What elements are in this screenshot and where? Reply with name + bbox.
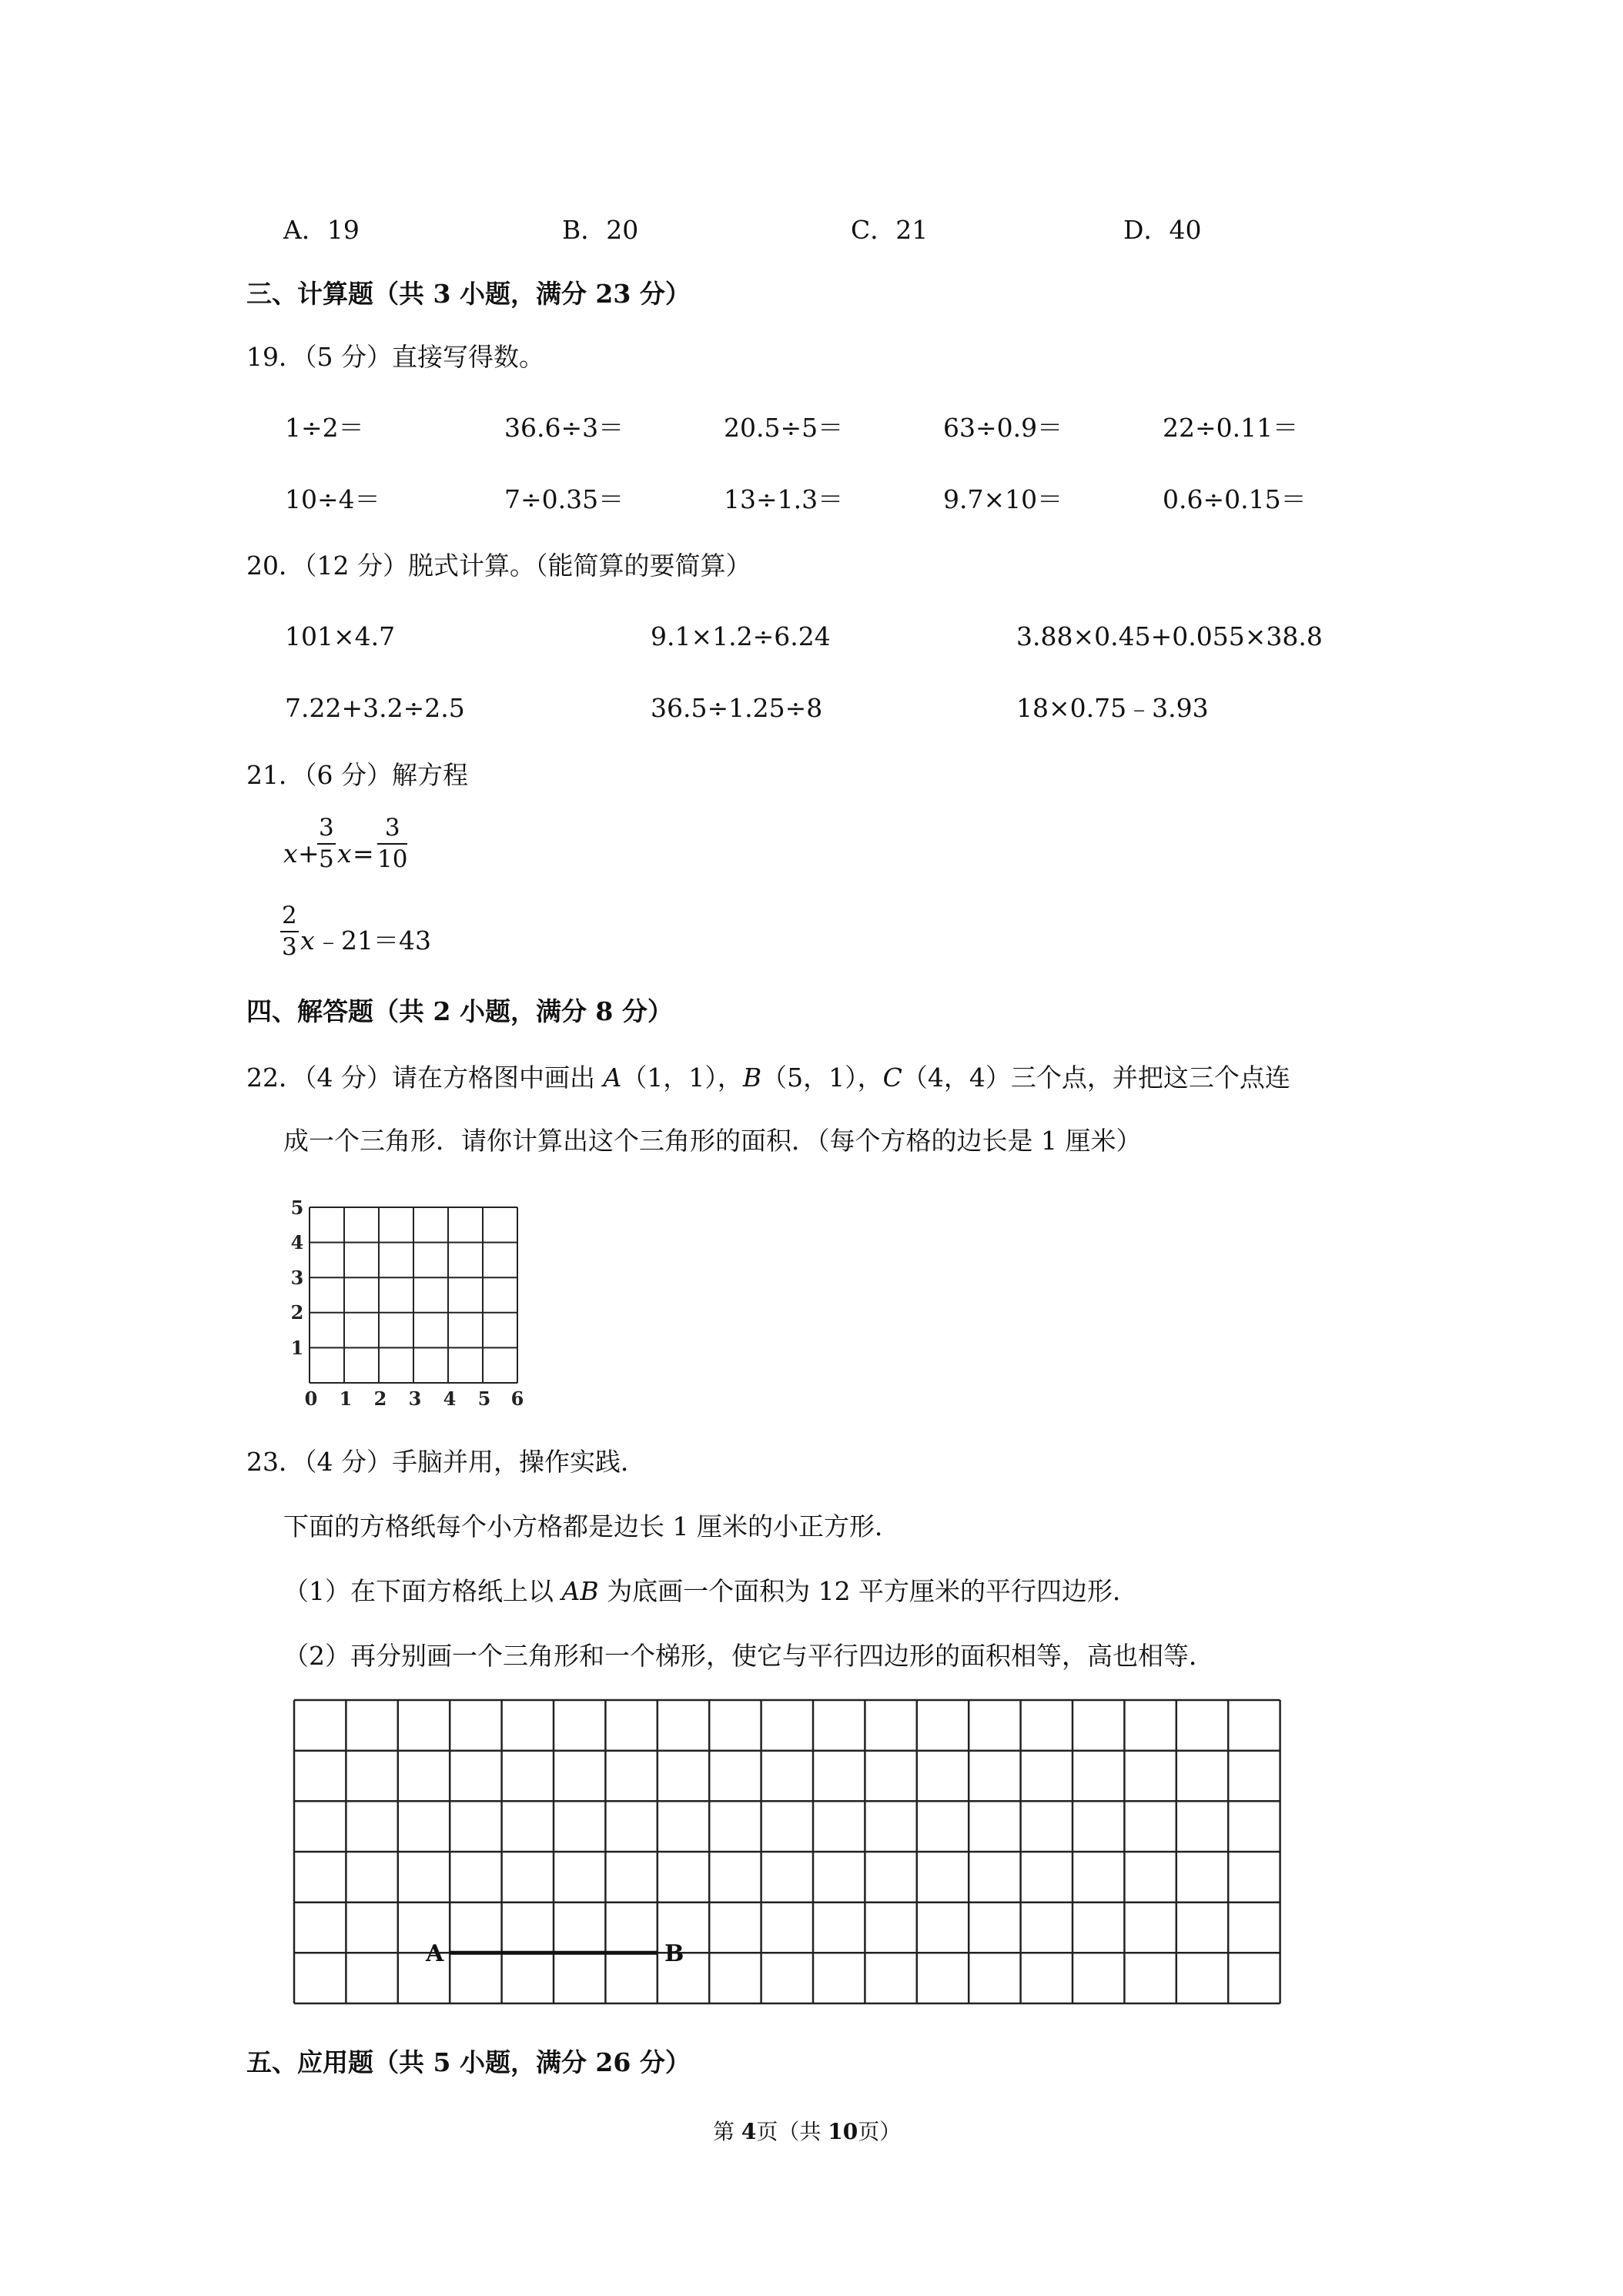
q20-item: 18×0.75﹣3.93: [1016, 693, 1209, 723]
q20-item: 101×4.7: [285, 621, 396, 651]
q19-item: 22÷0.11＝: [1163, 413, 1299, 443]
x-tick-label: 2: [373, 1387, 387, 1410]
x-tick-label: 6: [510, 1387, 524, 1410]
x-tick-label: 4: [443, 1387, 457, 1410]
eq1-fraction-2-numerator: 3: [377, 816, 407, 845]
eq1-fraction-1: [317, 816, 336, 872]
option-b: B．20: [562, 215, 639, 245]
q23-line-1: 下面的方格纸每个小方格都是边长 1 厘米的小正方形．: [283, 1511, 900, 1541]
option-a: A．19: [283, 215, 360, 245]
option-d: D．40: [1123, 215, 1202, 245]
x-tick-label: 3: [408, 1387, 422, 1410]
eq1-fraction-2: [377, 816, 407, 872]
q23-title: 23．（4 分）手脑并用，操作实践．: [246, 1447, 646, 1477]
point-a-label: A: [426, 1940, 444, 1967]
page-footer: [713, 2121, 901, 2143]
q19-item: 9.7×10＝: [943, 484, 1063, 514]
q19-item: 1÷2＝: [285, 413, 364, 443]
eq2-fraction-denominator: 3: [282, 933, 297, 961]
y-tick-label: 2: [290, 1301, 304, 1324]
q19-item: 63÷0.9＝: [943, 413, 1063, 443]
eq2-fraction-numerator: 2: [280, 904, 299, 932]
section-5-title: 五、应用题（共 5 小题，满分 26 分）: [246, 2047, 691, 2077]
eq1-fraction-2-denominator: 10: [377, 845, 408, 873]
q23-line-3: （2）再分别画一个三角形和一个梯形，使它与平行四边形的面积相等，高也相等．: [283, 1641, 1214, 1671]
page-number: 4: [741, 2119, 757, 2144]
q22-grid: [285, 1192, 539, 1411]
q22-text: （5，1），: [761, 1063, 883, 1093]
q20-item: 9.1×1.2÷6.24: [651, 621, 831, 651]
q22-point-a: A: [603, 1063, 622, 1093]
section-3-title: 三、计算题（共 3 小题，满分 23 分）: [246, 279, 691, 309]
q22-text: （4，4）三个点，并把这三个点连: [902, 1063, 1290, 1093]
q23-segment-ab: AB: [561, 1576, 599, 1606]
eq1-fraction-1-denominator: 5: [319, 845, 334, 873]
eq1-x2: x: [337, 838, 352, 869]
q19-item: 0.6÷0.15＝: [1163, 484, 1307, 514]
q21-title: 21．（6 分）解方程: [246, 760, 468, 790]
section-4-title: 四、解答题（共 2 小题，满分 8 分）: [246, 996, 673, 1026]
q19-item: 36.6÷3＝: [504, 413, 624, 443]
eq1-x: x: [283, 838, 298, 869]
point-b-label: B: [664, 1940, 684, 1967]
footer-text: 页）: [858, 2119, 902, 2144]
x-tick-label: 0: [304, 1387, 318, 1410]
q20-title: 20．（12 分）脱式计算。（能简算的要简算）: [246, 551, 751, 581]
q22-text: 22．（4 分）请在方格图中画出: [246, 1063, 604, 1093]
eq2-rest: ﹣21＝43: [316, 925, 431, 956]
q22-point-b: B: [742, 1063, 762, 1093]
eq1-equals: =: [353, 838, 374, 869]
q20-item: 7.22+3.2÷2.5: [285, 693, 465, 723]
q23-line-2: [283, 1578, 1138, 1604]
q19-title: 19．（5 分）直接写得数。: [246, 342, 544, 372]
q23-text: 为底画一个面积为 12 平方厘米的平行四边形．: [598, 1576, 1139, 1606]
y-tick-label: 5: [290, 1197, 304, 1219]
y-tick-label: 3: [290, 1267, 304, 1289]
q22-line-1: [246, 1063, 1290, 1093]
page-total: 10: [828, 2119, 858, 2144]
eq2-fraction: [280, 904, 299, 959]
y-tick-label: 1: [290, 1337, 304, 1359]
eq2-x: x: [300, 925, 315, 956]
eq1-plus: +: [298, 838, 320, 869]
option-c: C．21: [851, 215, 929, 245]
q22-point-c: C: [882, 1063, 902, 1093]
q19-item: 10÷4＝: [285, 484, 380, 514]
x-tick-label: 1: [339, 1387, 353, 1410]
q22-text: （1，1），: [621, 1063, 743, 1093]
q22-line-2: 成一个三角形．请你计算出这个三角形的面积．（每个方格的边长是 1 厘米）: [283, 1126, 1142, 1156]
footer-text: 页（共: [756, 2119, 828, 2144]
q23-text: （1）在下面方格纸上以: [283, 1576, 562, 1606]
q23-grid: [289, 1694, 1290, 2010]
q19-item: 7÷0.35＝: [504, 484, 624, 514]
x-tick-label: 5: [477, 1387, 491, 1410]
q20-item: 3.88×0.45+0.055×38.8: [1016, 621, 1323, 651]
eq1-fraction-1-numerator: 3: [317, 816, 336, 845]
footer-text: 第: [713, 2119, 741, 2144]
y-tick-label: 4: [290, 1231, 304, 1253]
q19-item: 13÷1.3＝: [724, 484, 844, 514]
q20-item: 36.5÷1.25÷8: [651, 693, 823, 723]
q19-item: 20.5÷5＝: [724, 413, 844, 443]
